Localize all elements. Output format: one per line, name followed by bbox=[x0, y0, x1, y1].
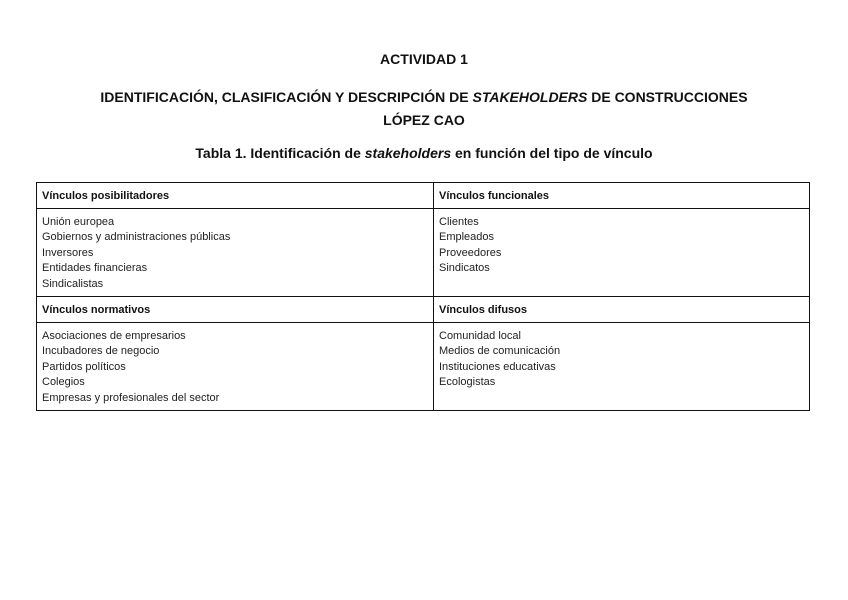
header-funcionales: Vínculos funcionales bbox=[434, 183, 810, 209]
table-caption bbox=[0, 145, 848, 161]
list-item: Inversores bbox=[42, 246, 94, 259]
list-item: Unión europea bbox=[42, 216, 115, 228]
caption-italic: stakeholders bbox=[364, 145, 452, 161]
caption-suffix: en función del tipo de vínculo bbox=[451, 145, 653, 161]
list-item: Empresas y profesionales del sector bbox=[42, 391, 220, 404]
cell-difusos bbox=[434, 323, 810, 411]
list-item: Empleados bbox=[439, 231, 495, 244]
list-item: Entidades financieras bbox=[42, 262, 148, 275]
stakeholders-table bbox=[36, 182, 810, 411]
header-difusos: Vínculos difusos bbox=[434, 297, 810, 323]
list-item: Incubadores de negocio bbox=[42, 345, 160, 358]
list-item: Gobiernos y administraciones públicas bbox=[42, 231, 231, 244]
cell-funcionales bbox=[434, 209, 810, 297]
list-item: Asociaciones de empresarios bbox=[42, 330, 186, 343]
cell-normativos bbox=[37, 323, 434, 411]
heading-italic: STAKEHOLDERS bbox=[472, 89, 588, 105]
heading-prefix: IDENTIFICACIÓN, CLASIFICACIÓN Y DESCRIPCIÓN DE bbox=[100, 89, 473, 105]
list-item: Sindicatos bbox=[439, 262, 490, 275]
cell-posibilitadores bbox=[37, 209, 434, 297]
list-item: Clientes bbox=[439, 216, 479, 228]
list-item: Instituciones educativas bbox=[439, 360, 556, 373]
list-item: Partidos políticos bbox=[42, 360, 126, 373]
header-normativos: Vínculos normativos bbox=[37, 297, 434, 323]
document-heading bbox=[0, 86, 848, 132]
header-posibilitadores: Vínculos posibilitadores bbox=[37, 183, 434, 209]
list-item: Proveedores bbox=[439, 246, 502, 259]
list-item: Medios de comunicación bbox=[439, 345, 561, 358]
caption-prefix: Tabla 1. Identificación de bbox=[195, 145, 365, 161]
heading-line2: LÓPEZ CAO bbox=[383, 112, 465, 128]
list-item: Colegios bbox=[42, 376, 85, 389]
heading-suffix: DE CONSTRUCCIONES bbox=[587, 89, 748, 105]
list-item: Comunidad local bbox=[439, 330, 521, 343]
list-item: Sindicalistas bbox=[42, 277, 104, 290]
list-item: Ecologistas bbox=[439, 376, 496, 389]
activity-title: ACTIVIDAD 1 bbox=[380, 51, 468, 67]
